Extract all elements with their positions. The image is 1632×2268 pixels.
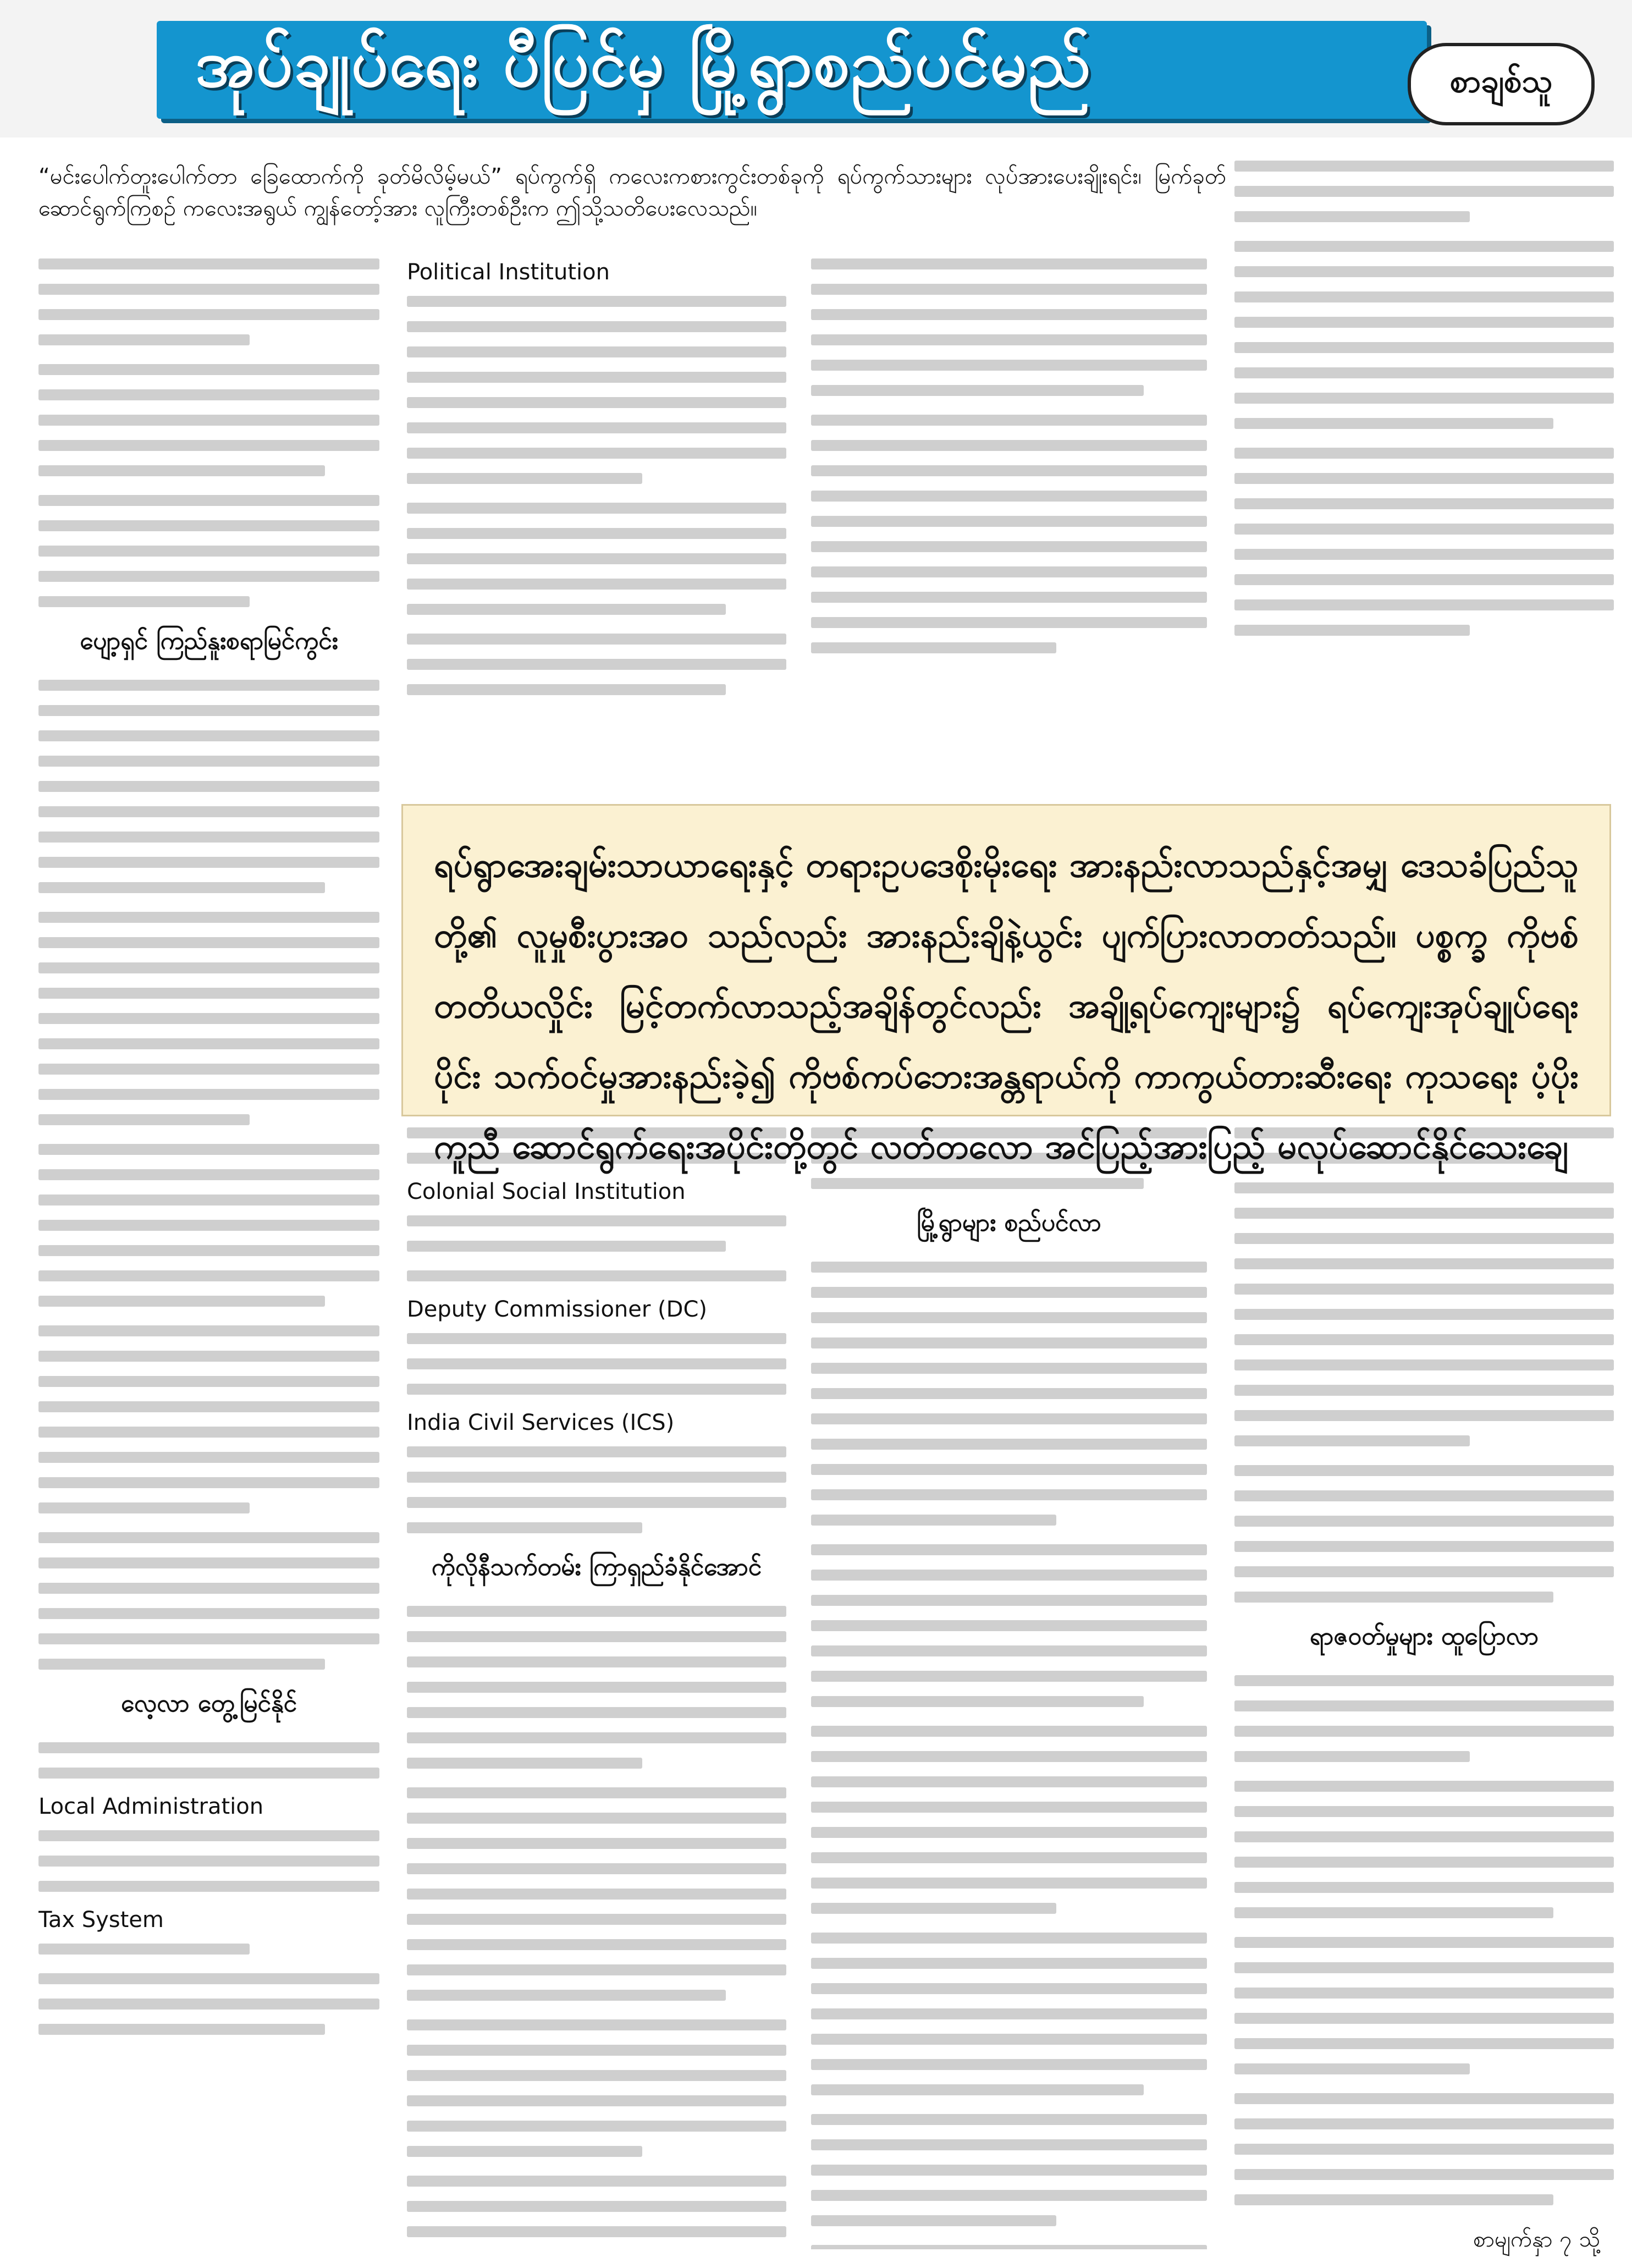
byline-badge [1408,43,1595,125]
paragraph-block [1234,448,1614,636]
paragraph-block [38,1742,379,1955]
paragraph-block [38,1325,379,1513]
paragraph-block [811,1933,1207,2095]
section-subhead: လေ့လာ တွေ့မြင်နိုင် [121,1689,297,1717]
section-subhead: ကိုလိုနီသက်တမ်း ကြာရှည်ခံနိုင်အောင် [431,1553,762,1581]
title-banner [157,21,1427,119]
paragraph-block [1234,1465,1614,1603]
paragraph-block [1234,161,1614,222]
paragraph-block [811,1544,1207,1707]
column-2-top [407,258,786,786]
paragraph-block [811,258,1207,396]
article-title: အုပ်ချုပ်ရေး ပီပြင်မှ မြို့ရွာစည်ပင်မည် [195,25,1092,101]
ics-term: India Civil Services (ICS) [407,1410,675,1435]
paragraph-block [407,503,786,615]
paragraph-block [811,1726,1207,1914]
paragraph-block [407,2019,786,2157]
column-3-top [811,258,1207,786]
paragraph-block [38,1144,379,1307]
section-subhead: ပျော့ရှင် ကြည်နူးစရာမြင်ကွင်း [80,627,338,655]
paragraph-block [1234,2093,1614,2205]
lead-paragraph: “မင်းပေါက်တူးပေါက်တာ ခြေထောက်ကို ခုတ်မိလိမ့်မယ်” ရပ်ကွက်ရှိ ကလေးကစားကွင်းတစ်ခုကို ရပ်ကွက်သားများ လုပ်အားပေးချိုးရင်း၊ မြက်ခုတ် ဆောင်ရွက်ကြစဉ် ကလေးအရွယ် ကျွန်တော့်အား လူကြီးတစ်ဦးက ဤသို့သတိပေးလေသည်။ [38,164,1226,221]
paragraph-block [38,364,379,476]
section-subhead: မြို့ရွာများ စည်ပင်လာ [917,1209,1101,1237]
article-header [0,0,1632,137]
paragraph-block [407,634,786,695]
lead-block [38,161,1226,243]
paragraph-block [38,680,379,893]
paragraph-block [407,258,786,484]
paragraph-block [38,495,379,607]
paragraph-block [811,2114,1207,2226]
paragraph-block [1234,1937,1614,2074]
column-3-bottom [811,1127,1207,2249]
paragraph-block [1234,1781,1614,1918]
paragraph-block [407,2176,786,2249]
byline: စာချစ်သူ [1449,62,1553,100]
paragraph-block [811,1262,1207,1526]
column-4-bottom [1234,1127,1614,2216]
political-institution-term: Political Institution [407,260,610,285]
paragraph-block [38,258,379,345]
local-admin-term: Local Administration [38,1794,264,1819]
paragraph-block [38,1532,379,1670]
colonial-institution-term: Colonial Social Institution [407,1179,686,1204]
column-4-top [1234,161,1614,788]
section-subhead: ရာဇ၀တ်မှုများ ထူပြောလာ [1309,1622,1539,1650]
paragraph-block [38,1973,379,2035]
paragraph-block [407,1270,786,1533]
paragraph-block [38,912,379,1125]
column-1 [38,258,379,2249]
tax-system-term: Tax System [38,1907,164,1933]
paragraph-block [1234,241,1614,429]
column-2-bottom [407,1127,786,2249]
paragraph-block [407,1787,786,2001]
paragraph-block [811,2245,1207,2249]
paragraph-block [1234,1675,1614,1762]
paragraph-block [811,415,1207,653]
deputy-commissioner-term: Deputy Commissioner (DC) [407,1297,707,1322]
paragraph-block [1234,1182,1614,1446]
paragraph-block [407,1606,786,1769]
continued-on-page: စာမျက်နှာ ၇ သို့ [1473,2227,1600,2252]
pull-quote-box [401,804,1611,1166]
pull-quote: ရပ်ရွာအေးချမ်းသာယာရေးနှင့် တရားဥပဒေစိုးမိုးရေး အားနည်းလာသည်နှင့်အမျှ ဒေသခံပြည်သူတို့၏ လူမှုစီးပွားအ၀ သည်လည်း အားနည်းချိနဲ့ယွင်း ပျက်ပြားလာတတ်သည်။ ပစ္စက္ခ ကိုဗစ်တတိယလှိုင်း မြင့်တက်လာသည့်အချိန်တွင်လည်း အချို့ရပ်ကျေးများ၌ ရပ်ကျေးအုပ်ချုပ်ရေးပိုင်း သက်ဝင်မှုအားနည်းခဲ့၍ ကိုဗစ်ကပ်ဘေးအန္တရာယ်ကို ကာကွယ်တားဆီးရေး ကုသရေး ပံ့ပိုးကူညီ ဆောင်ရွက်ရေးအပိုင်းတို့တွင် လတ်တလော အင်ပြည့်အားပြည့် မလုပ်ဆောင်နိုင်သေးချေ [434,845,1579,1166]
